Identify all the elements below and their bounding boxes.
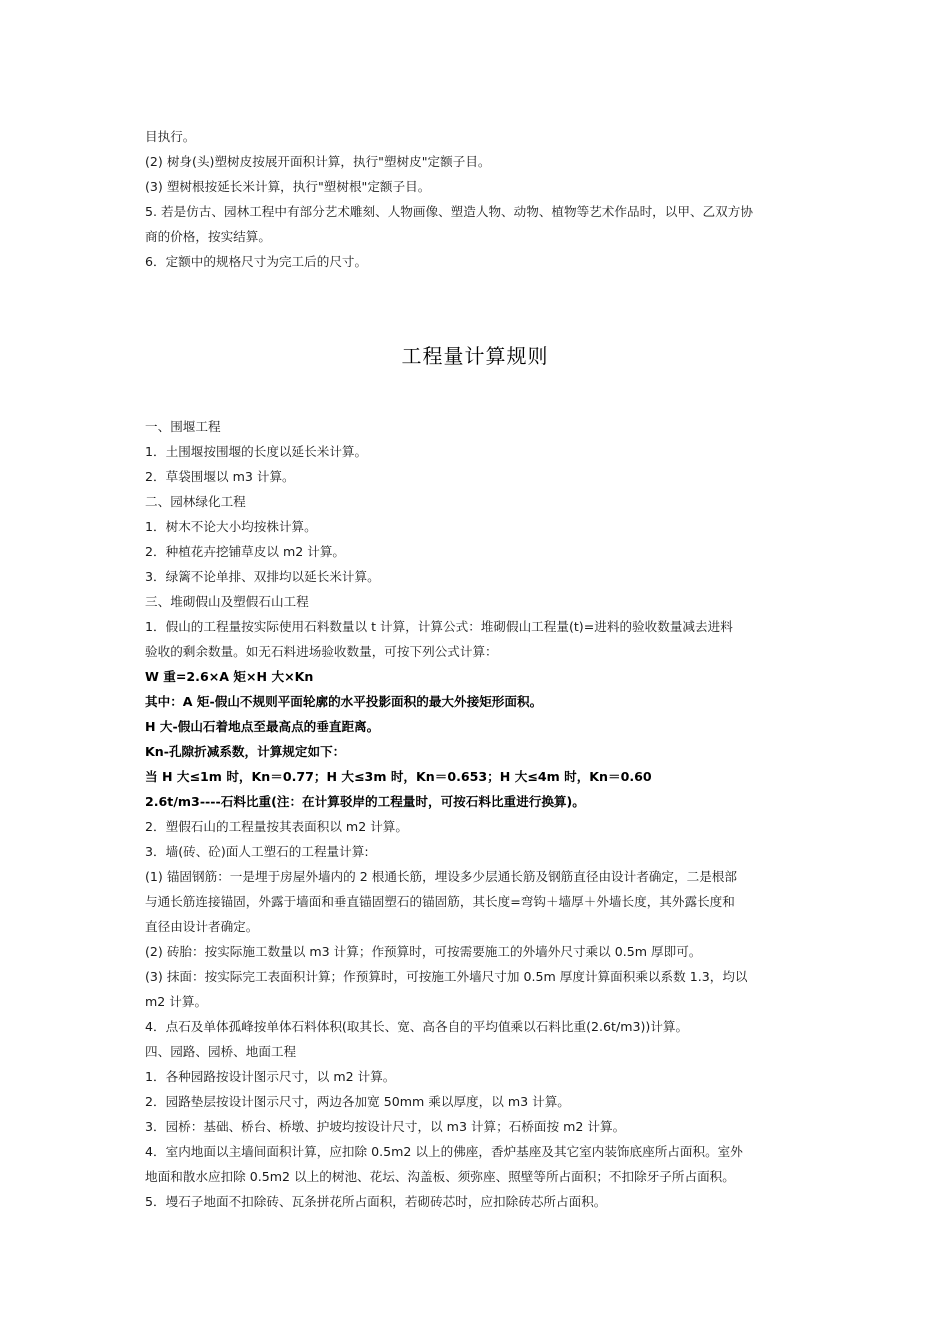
paragraph-line: 一、围堰工程 [145, 419, 221, 434]
paragraph-line: 2．塑假石山的工程量按其表面积以 m2 计算。 [145, 819, 408, 834]
paragraph-line: (2) 砖胎：按实际施工数量以 m3 计算；作预算时，可按需要施工的外墙外尺寸乘以 0.5m 厚即可。 [145, 944, 702, 959]
body-section [145, 414, 815, 1214]
paragraph-line: 二、园林绿化工程 [145, 494, 246, 509]
paragraph-line: 三、堆砌假山及塑假石山工程 [145, 594, 309, 609]
paragraph-line: 5．墁石子地面不扣除砖、瓦条拼花所占面积，若砌砖芯时，应扣除砖芯所占面积。 [145, 1194, 607, 1209]
paragraph-line: 验收的剩余数量。如无石料进场验收数量，可按下列公式计算： [145, 644, 498, 659]
paragraph-line: 4．室内地面以主墙间面积计算，应扣除 0.5m2 以上的佛座，香炉基座及其它室内装饰底座所占面积。室外 [145, 1144, 743, 1159]
section-title: 工程量计算规则 [401, 344, 549, 368]
paragraph-line: 4．点石及单体孤峰按单体石料体积(取其长、宽、高各自的平均值乘以石料比重(2.6t/m3))计算。 [145, 1019, 689, 1034]
paragraph-line: 5. 若是仿古、园林工程中有部分艺术雕刻、人物画像、塑造人物、动物、植物等艺术作品时，以甲、乙双方协 [145, 204, 753, 219]
formula-line: Kn-孔隙折减系数，计算规定如下： [145, 744, 346, 759]
paragraph-line: 地面和散水应扣除 0.5m2 以上的树池、花坛、沟盖板、须弥座、照壁等所占面积；不扣除牙子所占面积。 [145, 1169, 735, 1184]
paragraph-line: 1．假山的工程量按实际使用石料数量以 t 计算，计算公式：堆砌假山工程量(t)=进料的验收数量减去进料 [145, 619, 733, 634]
formula-line: H 大-假山石着地点至最高点的垂直距离。 [145, 719, 380, 734]
paragraph-line: m2 计算。 [145, 994, 208, 1009]
paragraph-line: 1．土围堰按围堰的长度以延长米计算。 [145, 444, 368, 459]
paragraph-line: 3．墙(砖、砼)面人工塑石的工程量计算: [145, 844, 369, 859]
paragraph-line: 1．各种园路按设计图示尺寸，以 m2 计算。 [145, 1069, 396, 1084]
paragraph-line: 1．树木不论大小均按株计算。 [145, 519, 317, 534]
paragraph-line: 2．种植花卉挖铺草皮以 m2 计算。 [145, 544, 346, 559]
formula-line: 当 H 大≤1m 时，Kn＝0.77；H 大≤3m 时，Kn＝0.653；H 大≤4m 时，Kn＝0.60 [145, 769, 652, 784]
paragraph-line: 直径由设计者确定。 [145, 919, 259, 934]
paragraph-line: 2．草袋围堰以 m3 计算。 [145, 469, 295, 484]
paragraph-line: (3) 塑树根按延长米计算，执行"塑树根"定额子目。 [145, 179, 431, 194]
paragraph-line: 6．定额中的规格尺寸为完工后的尺寸。 [145, 254, 368, 269]
paragraph-line: 商的价格，按实结算。 [145, 229, 271, 244]
paragraph-line: 与通长筋连接锚固，外露于墙面和垂直锚固塑石的锚固筋，其长度=弯钩＋墙厚＋外墙长度，其外露长度和 [145, 894, 735, 909]
paragraph-line: (1) 锚固钢筋：一是埋于房屋外墙内的 2 根通长筋，埋设多少层通长筋及钢筋直径由设计者确定，二是根部 [145, 869, 737, 884]
paragraph-line: 3．园桥：基础、桥台、桥墩、护坡均按设计尺寸，以 m3 计算；石桥面按 m2 计算。 [145, 1119, 626, 1134]
paragraph-line: (3) 抹面：按实际完工表面积计算；作预算时，可按施工外墙尺寸加 0.5m 厚度计算面积乘以系数 1.3，均以 [145, 969, 748, 984]
paragraph-line: (2) 树身(头)塑树皮按展开面积计算，执行"塑树皮"定额子目。 [145, 154, 491, 169]
formula-line: 2.6t/m3----石料比重(注：在计算驳岸的工程量时，可按石料比重进行换算)。 [145, 794, 585, 809]
paragraph-line: 目执行。 [145, 129, 196, 144]
paragraph-line: 3．绿篱不论单排、双排均以延长米计算。 [145, 569, 380, 584]
formula-line: 其中：A 矩-假山不规则平面轮廓的水平投影面积的最大外接矩形面积。 [145, 694, 543, 709]
paragraph-line: 四、园路、园桥、地面工程 [145, 1044, 297, 1059]
top-section [145, 124, 815, 274]
formula-line: W 重=2.6×A 矩×H 大×Kn [145, 669, 314, 684]
paragraph-line: 2．园路垫层按设计图示尺寸，两边各加宽 50mm 乘以厚度，以 m3 计算。 [145, 1094, 570, 1109]
